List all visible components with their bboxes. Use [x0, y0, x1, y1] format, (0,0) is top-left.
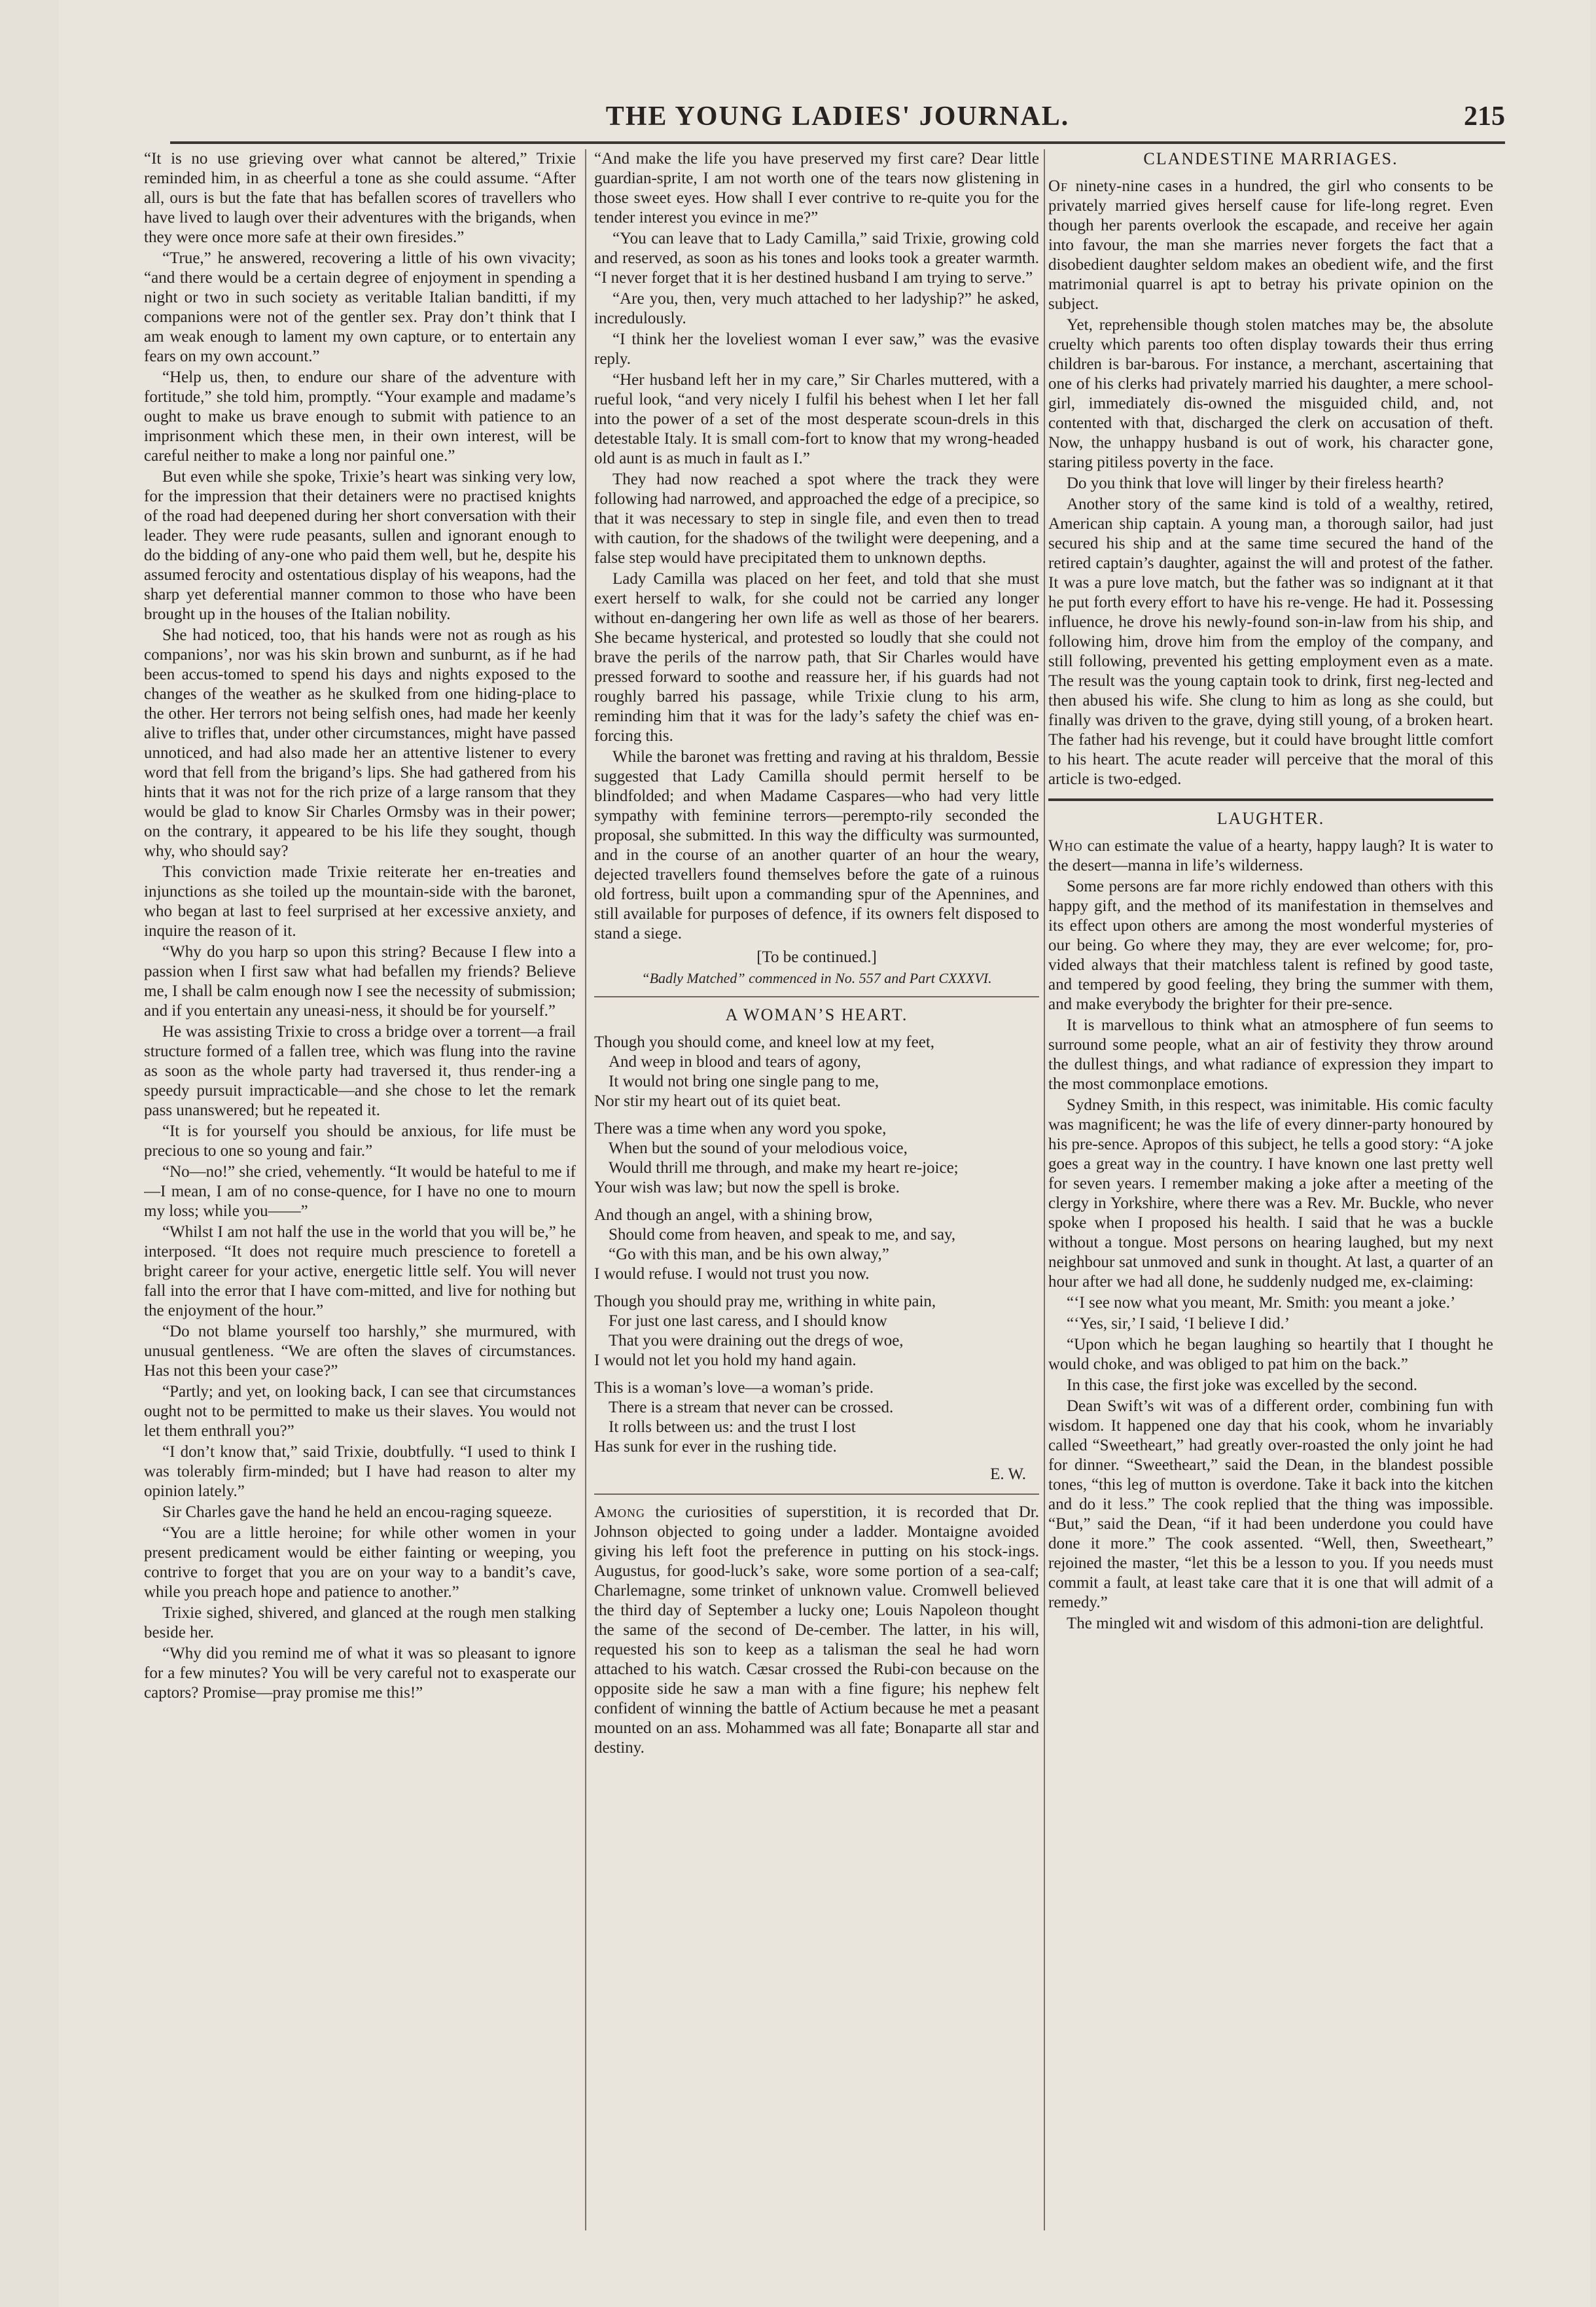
column-divider [1044, 149, 1045, 2230]
serial-note: “Badly Matched” commenced in No. 557 and Part CXXXVI. [641, 970, 992, 986]
paragraph: While the baronet was fretting and raving at his thraldom, Bessie suggested that Lady Camilla should permit herself to be blindfolded; and when Madame Caspares—who had very little sympathy with feminine terrors—perempto-rily seconded the proposal, she submitted. In this way the difficulty was surmounted, and in the course of an another quarter of an hour the weary, dejected travellers found themselves before the gate of a ruinous old fortress, built upon a commanding spur of the Apennines, and still available for purposes of defence, if its owners felt disposed to stand a siege. [594, 748, 1039, 942]
paragraph: “Whilst I am not half the use in the world that you will be,” he interposed. “It does not require much prescience to foretell a bright career for your active, energetic little self. You will never fall into the error that I have com-mitted, and live for nothing but the enjoyment of the hour.” [144, 1223, 576, 1319]
poem-signature: E. W. [990, 1465, 1026, 1483]
paragraph: “‘Yes, sir,’ I said, ‘I believe I did.’ [1067, 1315, 1290, 1332]
column-divider [585, 149, 586, 2230]
running-title: THE YOUNG LADIES' JOURNAL. [605, 101, 1070, 132]
paragraph: “Do not blame yourself too harshly,” she murmured, with unusual gentleness. “We are often the slaves of circumstances. Has not this been your case?” [144, 1323, 576, 1380]
article-title: LAUGHTER. [1216, 809, 1325, 828]
paragraph: “Upon which he began laughing so heartily that I thought he would choke, and was obliged to pat him on the back.” [1048, 1336, 1493, 1373]
paragraph: “You can leave that to Lady Camilla,” said Trixie, growing cold and reserved, as soon as his tones and looks took a greater warmth. “I never forget that it is her destined husband I am trying to serve.” [594, 230, 1039, 287]
paragraph: Yet, reprehensible though stolen matches may be, the absolute cruelty which parents too often display towards their thus erring children is bar-barous. For instance, a merchant, ascertaining that one of his clerks had privately married his daughter, a mere school-girl, immediately dis-owned the misguided child, and, not contented with that, discharged the clerk on accusation of theft. Now, the unhappy husband is out of work, his character gone, staring pitiless poverty in the face. [1048, 316, 1493, 471]
stanza [594, 1292, 1039, 1370]
superstition-paragraph [594, 1503, 1039, 1758]
paragraph-text: ninety-nine cases in a hundred, the girl who consents to be privately married gives herself cause for life-long regret. Even though her parents overlook the escapade, and receive her again into favour, the man she marries never forgets the fact that a disobedient daughter seldom makes an obedient wife, and the first matrimonial quarrel is apt to betray his private opinion on the subject. [1048, 177, 1493, 313]
paragraph: Another story of the same kind is told of a wealthy, retired, American ship captain. A young man, a thorough sailor, had just secured his ship and at the same time secured the hand of the retired captain’s daughter, against the will and protest of the father. It was a pure love match, but the father was so indignant at it that he put forth every effort to have his re-venge. He had it. Possessing influence, he drove his newly-found son-in-law from his ship, and following him, drove him from the employ of the company, and still following, prevented his getting employment even as a mate. The result was the young captain took to drink, first neg-lected and then abused his wife. She clung to him as long as she could, but finally was driven to the grave, dying still young, of a broken heart. The father had his revenge, but it could have brought little comfort to his heart. The acute reader will perceive that the moral of this article is two-edged. [1048, 495, 1493, 788]
paragraph: “Help us, then, to endure our share of the adventure with fortitude,” she told him, promptly. “Your example and madame’s ought to make us brave enough to submit with patience to an imprisonment which these men, in their own interest, will be careful neither to make a long nor painful one.” [144, 368, 576, 465]
paragraph: “It is for yourself you should be anxious, for life must be precious to one so young and fair.” [144, 1122, 576, 1160]
paragraph: “Her husband left her in my care,” Sir Charles muttered, with a rueful look, “and very nicely I fulfil his behest when I let her fall into the power of a set of the most desperate scoun-drels in this detestable Italy. It is small com-fort to know that my wrong-headed old aunt is as much in fault as I.” [594, 371, 1039, 467]
paragraph: Sir Charles gave the hand he held an encou-raging squeeze. [162, 1503, 552, 1521]
stanza [594, 1378, 1039, 1457]
to-be-continued: [To be continued.] [756, 948, 877, 966]
paragraph: The mingled wit and wisdom of this admoni-tion are delightful. [1067, 1615, 1484, 1632]
paragraph: “You are a little heroine; for while other women in your present predicament would be either fainting or weeping, you contrive to forget that you are on your way to a bandit’s cave, while you preach hope and patience to another.” [144, 1524, 576, 1601]
paragraph [1048, 836, 1493, 876]
paragraph: “Are you, then, very much attached to her ladyship?” he asked, incredulously. [594, 290, 1039, 327]
poem-line: Has sunk for ever in the rushing tide. [594, 1438, 837, 1456]
paragraph: It is marvellous to think what an atmosphere of fun seems to surround some people, what an air of festivity they throw around the dullest things, and what radiance of expression they impart to the most commonplace emotions. [1048, 1016, 1493, 1093]
paragraph: Lady Camilla was placed on her feet, and told that she must exert herself to walk, for she could not be carried any longer without en-dangering her own life as well as those of her bearers. She became hysterical, and protested so loudly that she could not brave the perils of the narrow path, that Sir Charles would have pressed forward to soothe and reassure her, if his guards had not roughly barred his passage, while Trixie clung to his arm, reminding him that it was for the lady’s safety the chief was en-forcing this. [594, 570, 1039, 745]
paragraph [1048, 177, 1493, 314]
paragraph: “I think her the loveliest woman I ever saw,” was the evasive reply. [594, 331, 1039, 368]
poem-line: I would refuse. I would not trust you now. [594, 1265, 870, 1283]
page-header [170, 99, 1505, 144]
poem-line: I would not let you hold my hand again. [594, 1351, 857, 1369]
poem-line: Should come from heaven, and speak to me, and say, [609, 1226, 956, 1243]
paragraph-text: the curiosities of superstition, it is recorded that Dr. Johnson objected to going under a ladder. Montaigne avoided giving his left foot the preference in putting on his stock-ings. Augustus, for good-luck’s sake, wore some portion of a sea-calf; Charlemagne, some trinket of unknown value. Cromwell believed the third day of September a lucky one; Louis Napoleon thought the same of the second of De-cember. The latter, in his will, requested his son to keep as a talisman the seal he had worn attached to his watch. Cæsar crossed the Rubi-con because on the opposite side he saw a man with a fine figure; his nephew felt confident of winning the battle of Actium because he met a peasant mounted on an ass. Mohammed was all fate; Bonaparte all star and destiny. [594, 1503, 1039, 1757]
paragraph: She had noticed, too, that his hands were not as rough as his companions’, nor was his skin brown and sunburnt, as if he had been accus-tomed to spend his days and nights exposed to the changes of the weather as he skulked from one hiding-place to the other. Her terrors not being selfish ones, had made her keenly alive to trifles that, under other circumstances, might have passed unnoticed, and had also made her an attentive listener to every word that fell from the brigand’s lips. She had gathered from his hints that it was not for the rich prize of a large ransom that they would be glad to know Sir Charles Ormsby was in their power; on the contrary, it appeared to be his life they sought, though why, who should say? [144, 626, 576, 860]
paragraph: “True,” he answered, recovering a little of his own vivacity; “and there would be a certain degree of enjoyment in spending a night or two in such society as veritable Italian banditti, if my companions were not of the gentler sex. Pray don’t think that I am weak enough to lament my own capture, or to entertain any fears on my own account.” [144, 249, 576, 365]
lead-word: Who [1048, 837, 1083, 855]
paragraph: “Partly; and yet, on looking back, I can see that circumstances ought not to be permitted to make us their slaves. You would not let them enthrall you?” [144, 1383, 576, 1440]
poem-line: It would not bring one single pang to me, [609, 1073, 879, 1090]
paragraph: “Why did you remind me of what it was so pleasant to ignore for a few minutes? You will be very careful not to exasperate our captors? Promise—pray promise me this!” [144, 1645, 576, 1702]
paragraph: This conviction made Trixie reiterate her en-treaties and injunctions as she toiled up the mountain-side with the baronet, who began at last to feel surprised at her excessive anxiety, and inquire the reason of it. [144, 863, 576, 940]
paragraph: Do you think that love will linger by their fireless hearth? [1067, 474, 1444, 492]
poem-title: A WOMAN’S HEART. [725, 1005, 908, 1024]
poem-line: There was a time when any word you spoke, [594, 1120, 887, 1137]
poem-line: And though an angel, with a shining brow, [594, 1206, 873, 1224]
section-rule [594, 1493, 1039, 1495]
article-title: CLANDESTINE MARRIAGES. [1143, 149, 1398, 168]
paragraph: Sydney Smith, in this respect, was inimitable. His comic faculty was magnificent; he was the life of every dinner-party honoured by his pre-sence. Apropos of this subject, he tells a good story: “A joke goes a great way in the country. I have known one last pretty well for seven years. I remember making a joke after a meeting of the clergy in Yorkshire, where there was a Rev. Mr. Buckle, who never spoke when I proposed his health. I said that he was a buckle without a tongue. Most persons on hearing laughed, but my next neighbour sat unmoved and sunk in thought. At last, a quarter of an hour after we had all done, he suddenly nudged me, ex-claiming: [1048, 1096, 1493, 1291]
poem-line: When but the sound of your melodious voice, [609, 1139, 908, 1157]
poem-line: It rolls between us: and the trust I lost [609, 1418, 856, 1436]
poem-line: That you were draining out the dregs of woe, [609, 1332, 904, 1350]
paragraph: “No—no!” she cried, vehemently. “It would be hateful to me if—I mean, I am of no conse-quence, for I have no one to mourn my loss; while you——” [144, 1163, 576, 1220]
poem-line: And weep in blood and tears of agony, [609, 1053, 861, 1071]
lead-word: Among [594, 1503, 646, 1521]
poem-line: There is a stream that never can be crossed. [609, 1399, 894, 1416]
paragraph: “And make the life you have preserved my first care? Dear little guardian-sprite, I am not worth one of the tears now glistening in those sweet eyes. How shall I ever contrive to re-quite you for the tender interest you evince in me?” [594, 150, 1039, 226]
column-3 [1048, 149, 1493, 2263]
poem-line: Your wish was law; but now the spell is broke. [594, 1179, 900, 1196]
section-rule [1048, 798, 1493, 801]
stanza [594, 1206, 1039, 1284]
journal-page [59, 0, 1590, 2307]
column-1-story [144, 149, 576, 2263]
paragraph: “It is no use grieving over what cannot be altered,” Trixie reminded him, in as cheerful a tone as she could assume. “After all, ours is but the fate that has befallen scores of travellers who have lived to laugh over their adventures with the brigands, when they were once more safe at their own firesides.” [144, 150, 576, 246]
paragraph: Dean Swift’s wit was of a different order, combining fun with wisdom. It happened one day that his cook, whom he invariably called “Sweetheart,” had greatly over-roasted the only joint he had for dinner. “Sweetheart,” said the Dean, in the blandest possible tones, “this leg of mutton is overdone. Take it back into the kitchen and do it less.” The cook replied that the thing was impossible. “But,” said the Dean, “if it had been underdone you could have done it more.” The cook assented. “Well, then, Sweetheart,” rejoined the master, “let this be a lesson to you. If you needs must commit a fault, at least take care that it is one that will admit of a remedy.” [1048, 1397, 1493, 1611]
poem-line: Though you should come, and kneel low at my feet, [594, 1033, 935, 1051]
paragraph: He was assisting Trixie to cross a bridge over a torrent—a frail structure formed of a fallen tree, which was flung into the ravine as soon as the whole party had traversed it, thus render-ing a speedy pursuit impracticable—and she chose to let the remark pass unanswered; but he repeated it. [144, 1023, 576, 1119]
paragraph: “Why do you harp so upon this string? Because I flew into a passion when I first saw what had befallen my friends? Believe me, I shall be calm enough now I see the necessity of submission; and if you entertain any uneasi-ness, it should be for yourself.” [144, 943, 576, 1020]
poem-line: Nor stir my heart out of its quiet beat. [594, 1092, 842, 1110]
poem-line: Though you should pray me, writhing in white pain, [594, 1293, 936, 1310]
paragraph-text: can estimate the value of a hearty, happy laugh? It is water to the desert—manna in life’s wilderness. [1048, 837, 1493, 874]
poem-line: “Go with this man, and be his own alway,” [609, 1245, 889, 1263]
paragraph: Trixie sighed, shivered, and glanced at the rough men stalking beside her. [144, 1604, 576, 1641]
poem-line: This is a woman’s love—a woman’s pride. [594, 1379, 874, 1397]
stanza [594, 1033, 1039, 1111]
column-2 [594, 149, 1039, 2263]
poem-line: Would thrill me through, and make my heart re-joice; [609, 1159, 959, 1177]
lead-word: Of [1048, 177, 1069, 195]
paragraph: But even while she spoke, Trixie’s heart was sinking very low, for the impression that their detainers were no practised knights of the road had deepened during her short conversation with their leader. They were rude peasants, sullen and ignorant enough to do the bidding of any-one who paid them well, but he, despite his assumed ferocity and ostentatious display of his weapons, had the sharp yet deferential manner common to those who have been brought up in the houses of the Italian nobility. [144, 468, 576, 623]
stanza [594, 1119, 1039, 1198]
section-rule [594, 996, 1039, 997]
paragraph: In this case, the first joke was excelled by the second. [1067, 1376, 1417, 1394]
paragraph: They had now reached a spot where the track they were following had narrowed, and approached the edge of a precipice, so that it was necessary to step in single file, and even then to tread with caution, for the shadows of the twilight were deepening, and a false step would have precipitated them to unknown depths. [594, 471, 1039, 567]
paragraph: “‘I see now what you meant, Mr. Smith: you meant a joke.’ [1067, 1294, 1456, 1312]
poem [594, 1033, 1039, 1457]
page-number: 215 [1464, 101, 1505, 132]
paragraph: “I don’t know that,” said Trixie, doubtfully. “I used to think I was tolerably firm-minded; but I have had reason to alter my opinion lately.” [144, 1443, 576, 1500]
poem-line: For just one last caress, and I should know [609, 1312, 887, 1330]
paragraph: Some persons are far more richly endowed than others with this happy gift, and the method of its manifestation in themselves and its effect upon others are among the most wonderful mysteries of our being. Go where they may, they are ever welcome; for, pro-vided always that their matchless talent is refined by good taste, and tempered by good feeling, they bring the summer with them, and make everybody the brighter for their pre-sence. [1048, 878, 1493, 1013]
